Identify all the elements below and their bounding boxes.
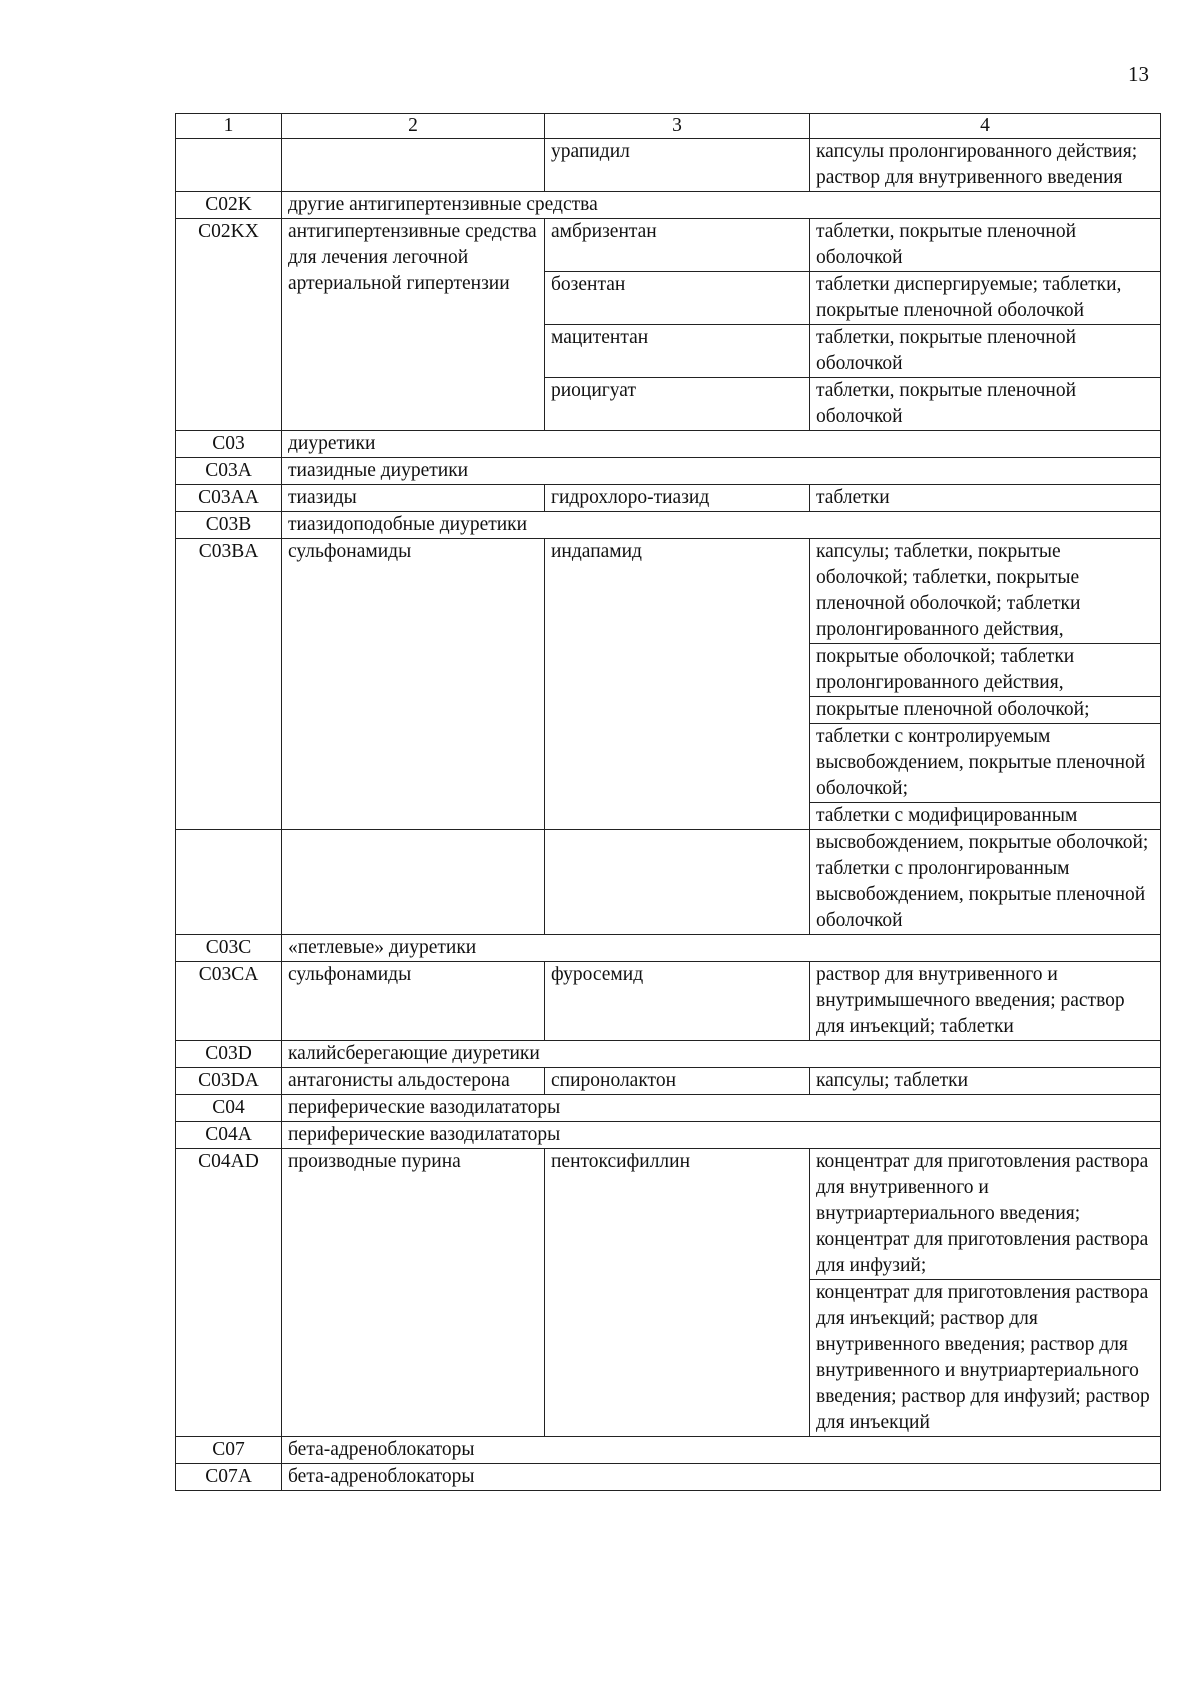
column-header: 4 — [810, 114, 1161, 139]
atc-code-cell: C03A — [176, 458, 282, 485]
atc-code-cell: C03BA — [176, 539, 282, 830]
table-row — [176, 139, 1161, 192]
atc-code-cell: C03AA — [176, 485, 282, 512]
dosage-forms-cell: таблетки — [810, 485, 1161, 512]
table-row — [176, 512, 1161, 539]
drug-name-cell: урапидил — [545, 139, 810, 192]
group-name-cell: бета-адреноблокаторы — [282, 1464, 1161, 1491]
group-name-cell: бета-адреноблокаторы — [282, 1437, 1161, 1464]
atc-code-cell — [176, 830, 282, 935]
drug-name-cell: пентоксифиллин — [545, 1149, 810, 1437]
group-name-cell: сульфонамиды — [282, 962, 545, 1041]
atc-code-cell: C03C — [176, 935, 282, 962]
atc-code-cell: C03 — [176, 431, 282, 458]
atc-code-cell: C03DA — [176, 1068, 282, 1095]
group-name-cell — [282, 830, 545, 935]
dosage-forms-cell: концентрат для приготовления раствора для инъекций; раствор для внутривенного введения; раствор для внутривенного и внутриартериального введения; раствор для инфузий; раствор для инъекций — [810, 1280, 1161, 1437]
dosage-forms-cell: таблетки, покрытые пленочной оболочкой — [810, 325, 1161, 378]
group-name-cell: периферические вазодилататоры — [282, 1122, 1161, 1149]
column-header: 3 — [545, 114, 810, 139]
atc-code-cell — [176, 139, 282, 192]
group-name-cell: тиазиды — [282, 485, 545, 512]
table-row — [176, 1095, 1161, 1122]
group-name-cell: антигипертензивные средства для лечения легочной артериальной гипертензии — [282, 219, 545, 431]
drug-name-cell: спиронолактон — [545, 1068, 810, 1095]
atc-code-cell: C03B — [176, 512, 282, 539]
group-name-cell: другие антигипертензивные средства — [282, 192, 1161, 219]
atc-code-cell: C02K — [176, 192, 282, 219]
dosage-forms-cell: высвобождением, покрытые оболочкой; таблетки с пролонгированным высвобождением, покрытые пленочной оболочкой — [810, 830, 1161, 935]
table-row — [176, 935, 1161, 962]
dosage-forms-cell: раствор для внутривенного и внутримышечного введения; раствор для инъекций; таблетки — [810, 962, 1161, 1041]
group-name-cell: тиазидоподобные диуретики — [282, 512, 1161, 539]
dosage-forms-cell: таблетки, покрытые пленочной оболочкой — [810, 219, 1161, 272]
dosage-forms-cell: покрытые оболочкой; таблетки пролонгированного действия, — [810, 644, 1161, 697]
table-header-row — [176, 114, 1161, 139]
group-name-cell — [282, 139, 545, 192]
drug-name-cell: фуросемид — [545, 962, 810, 1041]
drug-name-cell: амбризентан — [545, 219, 810, 272]
table-row — [176, 1041, 1161, 1068]
atc-code-cell: C03CA — [176, 962, 282, 1041]
dosage-forms-cell: капсулы пролонгированного действия; раствор для внутривенного введения — [810, 139, 1161, 192]
table-row — [176, 192, 1161, 219]
table-row — [176, 962, 1161, 1041]
group-name-cell: периферические вазодилататоры — [282, 1095, 1161, 1122]
drug-name-cell: гидрохлоро-тиазид — [545, 485, 810, 512]
drug-name-cell: индапамид — [545, 539, 810, 830]
atc-code-cell: C07A — [176, 1464, 282, 1491]
atc-code-cell: C04A — [176, 1122, 282, 1149]
table-row — [176, 1122, 1161, 1149]
group-name-cell: диуретики — [282, 431, 1161, 458]
drug-name-cell: мацитентан — [545, 325, 810, 378]
dosage-forms-cell: капсулы; таблетки — [810, 1068, 1161, 1095]
page-number: 13 — [1128, 62, 1149, 86]
dosage-forms-cell: капсулы; таблетки, покрытые оболочкой; таблетки, покрытые пленочной оболочкой; таблетки пролонгированного действия, — [810, 539, 1161, 644]
dosage-forms-cell: концентрат для приготовления раствора для внутривенного и внутриартериального введения; концентрат для приготовления раствора для инфузий; — [810, 1149, 1161, 1280]
table-row — [176, 1149, 1161, 1280]
table-row — [176, 539, 1161, 644]
atc-code-cell: C02KX — [176, 219, 282, 431]
group-name-cell: тиазидные диуретики — [282, 458, 1161, 485]
drug-classification-table — [175, 113, 1161, 1491]
table-row — [176, 1437, 1161, 1464]
dosage-forms-cell: таблетки, покрытые пленочной оболочкой — [810, 378, 1161, 431]
dosage-forms-cell: покрытые пленочной оболочкой; — [810, 697, 1161, 724]
drug-name-cell — [545, 830, 810, 935]
atc-code-cell: C04AD — [176, 1149, 282, 1437]
column-header: 2 — [282, 114, 545, 139]
group-name-cell: сульфонамиды — [282, 539, 545, 830]
table-row — [176, 830, 1161, 935]
dosage-forms-cell: таблетки с контролируемым высвобождением, покрытые пленочной оболочкой; — [810, 724, 1161, 803]
group-name-cell: антагонисты альдостерона — [282, 1068, 545, 1095]
group-name-cell: производные пурина — [282, 1149, 545, 1437]
drug-name-cell: бозентан — [545, 272, 810, 325]
table-row — [176, 1068, 1161, 1095]
atc-code-cell: C04 — [176, 1095, 282, 1122]
dosage-forms-cell: таблетки с модифицированным — [810, 803, 1161, 830]
table-row — [176, 1464, 1161, 1491]
group-name-cell: калийсберегающие диуретики — [282, 1041, 1161, 1068]
table-row — [176, 431, 1161, 458]
group-name-cell: «петлевые» диуретики — [282, 935, 1161, 962]
column-header: 1 — [176, 114, 282, 139]
atc-code-cell: C03D — [176, 1041, 282, 1068]
table-row — [176, 458, 1161, 485]
dosage-forms-cell: таблетки диспергируемые; таблетки, покрытые пленочной оболочкой — [810, 272, 1161, 325]
table-row — [176, 219, 1161, 272]
drug-name-cell: риоцигуат — [545, 378, 810, 431]
atc-code-cell: C07 — [176, 1437, 282, 1464]
table-row — [176, 485, 1161, 512]
